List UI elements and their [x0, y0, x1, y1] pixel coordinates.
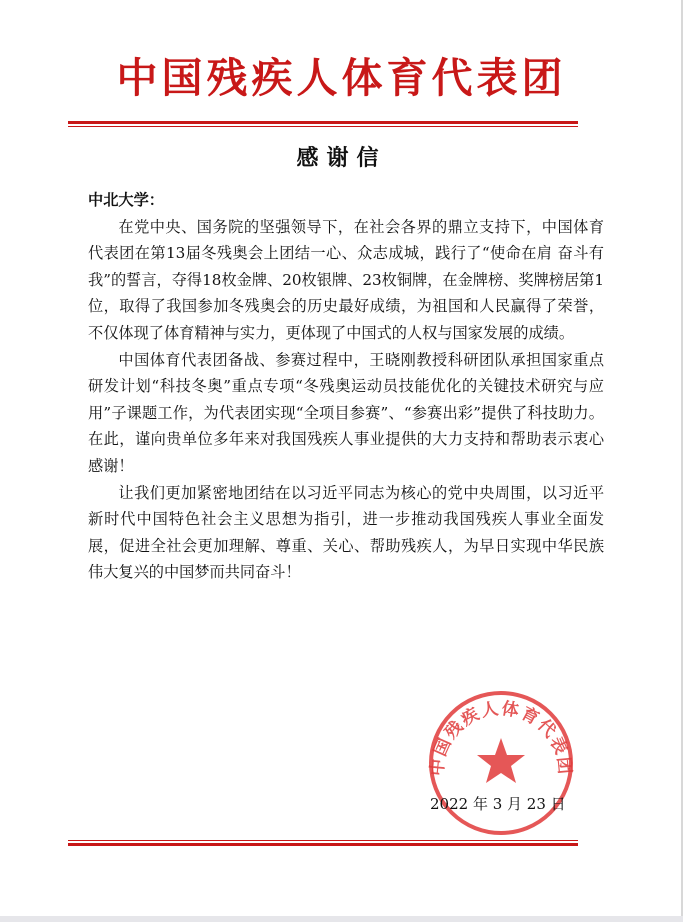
paragraph-2: 中国体育代表团备战、参赛过程中，王晓刚教授科研团队承担国家重点研发计划“科技冬奥”重点专项“冬残奥运动员技能优化的关键技术研究与应用”子课题工作，为代表团实现“全项目参赛”、“参赛出彩”提供了科技助力。在此，谨向贵单位多年来对我国残疾人事业提供的大力支持和帮助表示衷心感谢！ — [88, 350, 604, 475]
seal-text: 中国残疾人体育代表团 — [427, 698, 575, 777]
paragraph-1: 在党中央、国务院的坚强领导下，在社会各界的鼎立支持下，中国体育代表团在第13届冬残奥会上团结一心、众志成城，践行了“使命在肩 奋斗有我”的誓言，夺得18枚金牌、20枚银牌、23枚铜牌，在金牌榜、奖牌榜居第1位，取得了我国参加冬残奥会的历史最好成绩，为祖国和人民赢得了荣誉，不仅体现了体育精神与实力，更体现了中国式的人权与国家发展的成绩。 — [88, 217, 604, 342]
letterhead-title: 中国残疾人体育代表团 — [116, 54, 567, 102]
salutation: 中北大学： — [88, 191, 164, 209]
page-bottom-strip — [0, 916, 683, 922]
letter-body — [88, 187, 604, 586]
footer-rule-thin — [68, 840, 578, 841]
footer-rule-thick — [68, 843, 578, 846]
paragraph-3: 让我们更加紧密地团结在以习近平同志为核心的党中央周围，以习近平新时代中国特色社会主义思想为指引，进一步推动我国残疾人事业全面发展，促进全社会更加理解、尊重、关心、帮助残疾人，为早日实现中华民族伟大复兴的中国梦而共同奋斗！ — [88, 483, 604, 582]
header-rule-thin — [68, 126, 578, 127]
header-rule-thick — [68, 121, 578, 124]
document-title: 感谢信 — [296, 146, 387, 171]
official-seal-icon — [426, 688, 576, 838]
letter-date: 2022 年 3 月 23 日 — [430, 795, 566, 813]
